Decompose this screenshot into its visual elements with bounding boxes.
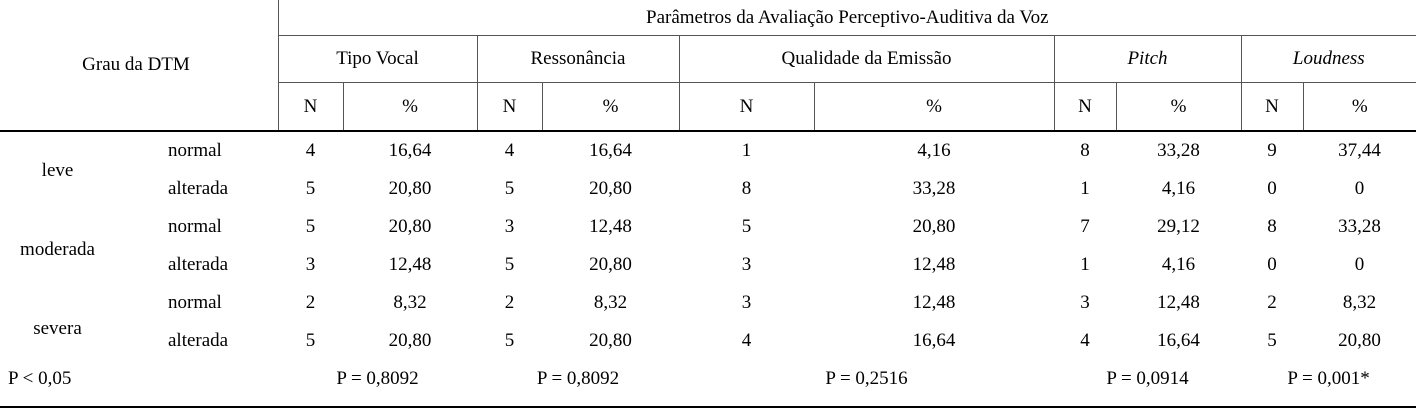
- group-header-ressonancia: Ressonância: [477, 36, 679, 83]
- cell-pct: 20,80: [912, 216, 956, 237]
- status-label: alterada: [168, 254, 229, 275]
- cell-pct: 4,16: [1161, 254, 1196, 275]
- cell-pct: 4,16: [814, 131, 1054, 170]
- p-value-loudness: P = 0,001*: [1287, 368, 1370, 389]
- cell-pct: 12,48: [912, 292, 956, 313]
- cell-n: 5: [504, 330, 515, 351]
- cell-n: 5: [741, 216, 752, 237]
- cell-pct: 12,48: [388, 254, 432, 275]
- cell-n: 3: [1080, 292, 1090, 313]
- cell-pct: 0: [1354, 254, 1365, 275]
- subheader-pct: %: [814, 83, 1054, 132]
- status-label: alterada: [168, 330, 229, 351]
- cell-pct: 20,80: [589, 254, 632, 275]
- cell-n: 5: [305, 178, 316, 199]
- group-header-pitch: Pitch: [1054, 36, 1241, 83]
- cell-pct: 8,32: [393, 292, 427, 313]
- cell-pct: 33,28: [1338, 216, 1381, 237]
- cell-pct: 16,64: [542, 131, 679, 170]
- cell-pct: 20,80: [589, 178, 632, 199]
- cell-n: 5: [1267, 330, 1277, 351]
- cell-n: 2: [305, 292, 316, 313]
- group-header-qualidade: Qualidade da Emissão: [679, 36, 1054, 83]
- cell-n: 8: [1267, 216, 1277, 237]
- cell-n: 4: [1080, 330, 1090, 351]
- p-value-tipo-vocal: P = 0,8092: [336, 368, 419, 389]
- group-header-loudness: Loudness: [1241, 36, 1416, 83]
- cell-n: 5: [504, 178, 515, 199]
- cell-pct: 4,16: [1161, 178, 1196, 199]
- cell-pct: 12,48: [589, 216, 632, 237]
- cell-pct: 20,80: [388, 178, 432, 199]
- row-header: Grau da DTM: [82, 54, 190, 75]
- p-value-pitch: P = 0,0914: [1106, 368, 1189, 389]
- status-label: normal: [168, 292, 222, 313]
- cell-pct: 20,80: [388, 216, 432, 237]
- cell-n: 1: [1080, 254, 1090, 275]
- cell-pct: 37,44: [1303, 131, 1416, 170]
- cell-n: 8: [1054, 131, 1116, 170]
- cell-pct: 8,32: [593, 292, 628, 313]
- table-row: [0, 208, 1416, 246]
- cell-pct: 8,32: [1342, 292, 1377, 313]
- status-label: normal: [168, 216, 222, 237]
- cell-pct: 12,48: [1157, 292, 1200, 313]
- table-body: [0, 131, 1416, 360]
- cell-pct: 33,28: [912, 178, 956, 199]
- cell-n: 3: [741, 292, 752, 313]
- subheader-n: N: [1054, 83, 1116, 132]
- cell-pct: 20,80: [589, 330, 632, 351]
- super-header: Parâmetros da Avaliação Perceptivo-Auditiva da Voz: [278, 0, 1416, 36]
- cell-pct: 16,64: [912, 330, 956, 351]
- cell-pct: 29,12: [1157, 216, 1200, 237]
- subheader-pct: %: [1303, 83, 1416, 132]
- cell-n: 7: [1080, 216, 1090, 237]
- cell-pct: 12,48: [912, 254, 956, 275]
- table-row: [0, 131, 1416, 170]
- table-row: [0, 246, 1416, 284]
- cell-pct: 16,64: [1157, 330, 1200, 351]
- table-row: [0, 322, 1416, 360]
- cell-n: 3: [504, 216, 515, 237]
- cell-pct: 0: [1354, 178, 1365, 199]
- subheader-pct: %: [343, 83, 477, 132]
- table-bottom-rule: [0, 406, 1416, 408]
- cell-n: 3: [741, 254, 752, 275]
- cell-n: 4: [278, 131, 343, 170]
- subheader-n: N: [1241, 83, 1303, 132]
- table-row: [0, 284, 1416, 322]
- cell-n: 1: [1080, 178, 1090, 199]
- cell-pct: 20,80: [388, 330, 432, 351]
- cell-n: 2: [504, 292, 515, 313]
- p-value-ressonancia: P = 0,8092: [536, 368, 620, 389]
- cell-n: 2: [1267, 292, 1277, 313]
- cell-pct: 33,28: [1116, 131, 1241, 170]
- degree-label: leve: [41, 160, 74, 181]
- status-label: normal: [132, 131, 278, 170]
- subheader-n: N: [278, 83, 343, 132]
- degree-label: severa: [33, 318, 82, 339]
- cell-n: 9: [1241, 131, 1303, 170]
- group-header-tipo-vocal: Tipo Vocal: [278, 36, 477, 83]
- cell-n: 5: [305, 330, 316, 351]
- cell-n: 4: [741, 330, 752, 351]
- cell-pct: 20,80: [1338, 330, 1381, 351]
- cell-n: 3: [305, 254, 316, 275]
- degree-label: moderada: [20, 239, 95, 260]
- cell-n: 5: [305, 216, 316, 237]
- p-value-qualidade: P = 0,2516: [825, 368, 908, 389]
- cell-n: 4: [477, 131, 542, 170]
- cell-n: 0: [1267, 178, 1277, 199]
- cell-n: 8: [741, 178, 752, 199]
- subheader-pct: %: [542, 83, 679, 132]
- cell-n: 1: [679, 131, 814, 170]
- significance-label: P < 0,05: [8, 368, 72, 389]
- cell-pct: 16,64: [343, 131, 477, 170]
- subheader-n: N: [477, 83, 542, 132]
- status-label: alterada: [168, 178, 229, 199]
- subheader-n: N: [679, 83, 814, 132]
- cell-n: 0: [1267, 254, 1277, 275]
- cell-n: 5: [504, 254, 515, 275]
- table-row: [0, 170, 1416, 208]
- subheader-pct: %: [1116, 83, 1241, 132]
